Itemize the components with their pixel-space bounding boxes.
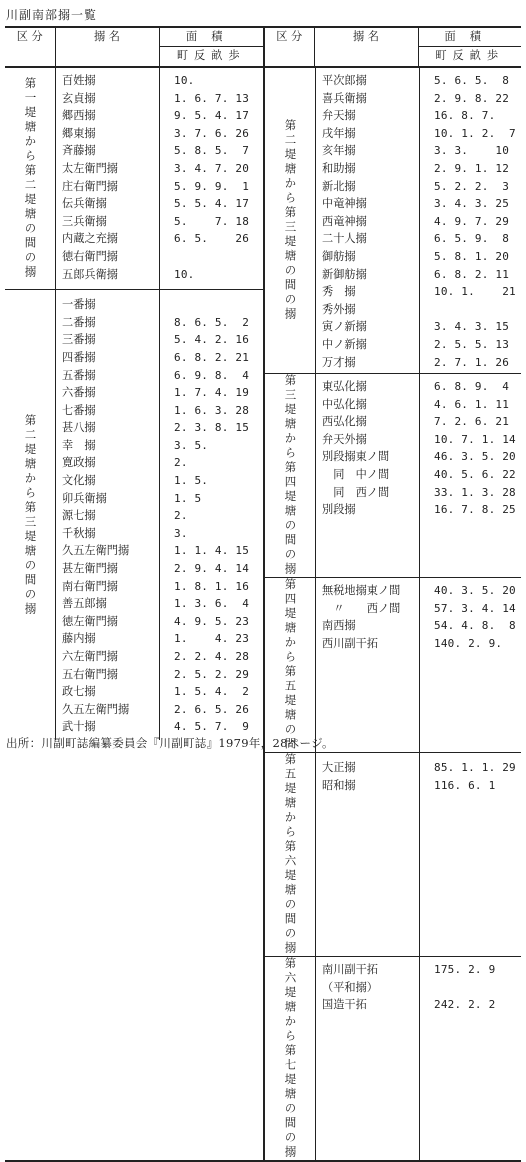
section-group [265, 577, 521, 752]
reclamation-name: 中ノ新搦 [322, 337, 367, 351]
reclamation-area: 57. 3. 4. 14 [434, 601, 516, 615]
reclamation-name: 弁天搦 [322, 109, 356, 123]
section-label [265, 957, 315, 1160]
reclamation-name: 玄貞搦 [62, 91, 96, 105]
table-header-row [5, 27, 521, 67]
reclamation-area: 3. 5. [174, 438, 209, 452]
reclamation-area: 40. 3. 5. 20 [434, 584, 516, 598]
reclamation-name: 中竜神搦 [322, 197, 367, 211]
name-column [315, 68, 419, 373]
reclamation-name: 七番搦 [62, 403, 96, 417]
reclamation-area: 2. 7. 1. 26 [434, 355, 510, 369]
reclamation-name: 同 中ノ間 [322, 468, 390, 482]
reclamation-area: 6. 8. 2. 21 [174, 350, 250, 364]
reclamation-name: 西川副干拓 [322, 636, 378, 650]
reclamation-name: 藤内搦 [62, 632, 96, 646]
section-label-text: 第四堤塘から第五堤塘の間 [283, 578, 298, 753]
reclamation-area: 1. 5 [174, 491, 202, 505]
reclamation-name: 南川副干拓 [322, 963, 378, 977]
right-half [264, 67, 521, 1161]
area-column [419, 374, 521, 577]
reclamation-area: 242. 2. 2 [434, 998, 496, 1012]
reclamation-area: 6. 8. 2. 11 [434, 267, 510, 281]
reclamation-area: 4. 6. 1. 11 [434, 397, 510, 411]
reclamation-area: 3. 3. 10 [434, 144, 510, 158]
section-group [265, 373, 521, 577]
reclamation-area: 1. 1. 4. 15 [174, 544, 250, 558]
header-name-right: 搦 名 [314, 27, 418, 67]
reclamation-area: 16. 7. 8. 25 [434, 503, 516, 517]
reclamation-area: 6. 8. 9. 4 [434, 380, 510, 394]
reclamation-name: 百姓搦 [62, 74, 96, 87]
reclamation-name: 秀 搦 [322, 285, 356, 299]
reclamation-name: 徳左衛門搦 [62, 614, 118, 628]
reclamation-area: 2. 5. 2. 29 [174, 667, 250, 681]
reclamation-area: 2. [174, 509, 188, 523]
reclamation-name: 御舫搦 [322, 249, 356, 263]
reclamation-area: 33. 1. 3. 28 [434, 485, 516, 499]
reclamation-area: 5. 4. 2. 16 [174, 333, 250, 347]
reclamation-name: 大正搦 [322, 761, 356, 775]
reclamation-area: 54. 4. 8. 8 [434, 619, 516, 633]
reclamation-area: 10. 7. 1. 14 [434, 432, 516, 446]
reclamation-name: 秀外搦 [322, 302, 356, 316]
left-half [5, 67, 264, 1161]
section-group [265, 752, 521, 956]
section-label-text: 第六堤塘から第七堤塘の間の搦 [283, 957, 298, 1161]
reclamation-area: 5. 8. 5. 7 [174, 144, 250, 158]
reclamation-name: 新御舫搦 [322, 267, 367, 281]
reclamation-area: 5. 6. 5. 8 [434, 74, 510, 87]
section-label-text: 第二堤塘から第三堤塘の間の搦 [283, 119, 298, 323]
reclamation-name: 戌年搦 [322, 126, 356, 140]
reclamation-name: 寅ノ新搦 [322, 320, 367, 334]
reclamation-name: 二十人搦 [322, 232, 367, 246]
reclamation-name: 寛政搦 [62, 456, 96, 470]
reclamation-name: 喜兵衛搦 [322, 91, 367, 105]
reclamation-area: 4. 5. 7. 9 [174, 720, 250, 734]
reclamation-area: 1. 6. 3. 28 [174, 403, 250, 417]
area-column [419, 578, 521, 752]
section-group [265, 956, 521, 1160]
reclamation-area [160, 296, 263, 314]
area-column [419, 68, 521, 373]
reclamation-name: 卯兵衛搦 [62, 491, 107, 505]
section-label [5, 290, 55, 740]
header-units-label: 町反畝歩 [435, 49, 505, 62]
reclamation-name: 甚左衛門搦 [62, 562, 118, 576]
reclamation-area: 5. 7. 18 [174, 214, 250, 228]
reclamation-name: 六左衛門搦 [62, 650, 118, 663]
reclamation-name: 別段搦東ノ間 [322, 450, 390, 464]
reclamation-name: 同 西ノ間 [322, 485, 390, 499]
reclamation-area: 3. [174, 526, 188, 540]
reclamation-name: 斉藤搦 [62, 144, 96, 158]
reclamation-name: 〃 西ノ間 [322, 601, 401, 615]
reclamation-name: 文化搦 [62, 474, 96, 488]
reclamation-area: 10. [174, 74, 195, 87]
reclamation-area: 3. 7. 6. 26 [174, 126, 250, 140]
area-column [159, 290, 263, 740]
reclamation-table [5, 26, 521, 1162]
reclamation-area: 40. 5. 6. 22 [434, 468, 516, 482]
reclamation-name: 久五左衛門搦 [62, 702, 130, 716]
section-label-text: 第五堤塘から第六堤塘の間の搦 [283, 753, 298, 957]
header-units-label: 町反畝歩 [176, 49, 246, 62]
right-groups [265, 68, 521, 1160]
reclamation-name: 久五左衛門搦 [62, 544, 130, 558]
section-label [5, 68, 55, 289]
reclamation-area: 85. 1. 1. 29 [434, 761, 516, 775]
reclamation-area: 6. 9. 8. 4 [174, 368, 250, 382]
source-note: 出所：川副町誌編纂委員会『川副町誌』1979年，28ページ。 [6, 736, 334, 750]
reclamation-area: 5. 2. 2. 3 [434, 179, 510, 193]
reclamation-name: 南右衛門搦 [62, 579, 118, 593]
reclamation-name: 新北搦 [322, 179, 356, 193]
reclamation-area: 1. 8. 1. 16 [174, 579, 250, 593]
reclamation-name: 中弘化搦 [322, 397, 367, 411]
reclamation-area: 4. 9. 7. 29 [434, 214, 510, 228]
page-title: 川副南部搦一覧 [6, 8, 98, 22]
section-group [5, 289, 263, 740]
header-area-label: 面積 [419, 28, 522, 47]
reclamation-area: 3. 4. 3. 25 [434, 197, 510, 211]
reclamation-name: 万才搦 [322, 355, 356, 369]
reclamation-name: 一番搦 [62, 298, 96, 312]
reclamation-name: 二番搦 [62, 315, 96, 329]
header-section-left: 区 分 [5, 27, 55, 67]
name-column [315, 957, 419, 1160]
area-column [159, 68, 263, 289]
reclamation-area: 1. 7. 4. 19 [174, 386, 250, 400]
reclamation-area: 2. 6. 5. 26 [174, 702, 250, 716]
reclamation-name: 和助搦 [322, 161, 356, 175]
header-area-right [418, 27, 521, 67]
reclamation-name: 徳右衛門搦 [62, 249, 118, 263]
reclamation-area: 5. 8. 1. 20 [434, 249, 510, 263]
reclamation-name: 五番搦 [62, 368, 96, 382]
header-name-left: 搦 名 [55, 27, 159, 67]
reclamation-area: 1. 5. [174, 474, 209, 488]
reclamation-area: 10. 1. 21 [434, 285, 516, 299]
reclamation-name: 源七搦 [62, 509, 96, 523]
section-label [265, 753, 315, 956]
area-column [419, 753, 521, 956]
reclamation-area: 7. 2. 6. 21 [434, 415, 510, 429]
reclamation-name: 善五郎搦 [62, 597, 107, 611]
reclamation-area: 6. 5. 26 [174, 232, 250, 246]
reclamation-name: 郷西搦 [62, 109, 96, 123]
reclamation-area: 9. 5. 4. 17 [174, 109, 250, 123]
reclamation-area: 2. [174, 456, 188, 470]
reclamation-area: 3. 4. 7. 20 [174, 161, 250, 175]
reclamation-name: 幸 搦 [62, 438, 96, 452]
section-label-text: 第一堤塘から第二堤塘の間の搦 [23, 77, 38, 281]
reclamation-area: 1. 6. 7. 13 [174, 91, 250, 105]
reclamation-name: 別段搦 [322, 503, 356, 517]
reclamation-name: 庄右衛門搦 [62, 179, 118, 193]
reclamation-name: 昭和搦 [322, 778, 356, 792]
reclamation-name: 六番搦 [62, 386, 96, 400]
reclamation-area: 3. 4. 3. 15 [434, 320, 510, 334]
reclamation-name: 平次郎搦 [322, 74, 367, 87]
reclamation-area: 116. 6. 1 [434, 778, 496, 792]
reclamation-area [420, 301, 521, 319]
reclamation-area: 1. 3. 6. 4 [174, 597, 250, 611]
reclamation-name: 無税地搦東ノ間 [322, 584, 401, 598]
reclamation-area: 5. 5. 4. 17 [174, 197, 250, 211]
reclamation-name: （平和搦） [322, 980, 378, 994]
section-label [265, 374, 315, 577]
section-label [265, 578, 315, 752]
reclamation-area: 4. 9. 5. 23 [174, 614, 250, 628]
reclamation-area: 10. [174, 267, 195, 281]
reclamation-area: 2. 9. 1. 12 [434, 161, 510, 175]
reclamation-name: 伝兵衛搦 [62, 197, 107, 211]
reclamation-area: 2. 2. 4. 28 [174, 650, 250, 663]
reclamation-name: 東弘化搦 [322, 380, 367, 394]
header-section-right: 区 分 [264, 27, 314, 67]
name-column [55, 68, 159, 289]
reclamation-area: 16. 8. 7. [434, 109, 496, 123]
section-label [265, 68, 315, 373]
reclamation-area: 175. 2. 9 [434, 963, 496, 977]
name-column [315, 374, 419, 577]
reclamation-area: 2. 3. 8. 15 [174, 421, 250, 435]
reclamation-name: 弁天外搦 [322, 432, 367, 446]
reclamation-area: 1. 4. 23 [174, 632, 250, 646]
reclamation-name: 亥年搦 [322, 144, 356, 158]
reclamation-name: 西竜神搦 [322, 214, 367, 228]
left-groups [5, 68, 263, 740]
reclamation-name: 南西搦 [322, 619, 356, 633]
reclamation-area: 8. 6. 5. 2 [174, 315, 250, 329]
area-column [419, 957, 521, 1160]
reclamation-name: 甚八搦 [62, 421, 96, 435]
name-column [315, 753, 419, 956]
reclamation-name: 国造干拓 [322, 998, 367, 1012]
reclamation-area: 6. 5. 9. 8 [434, 232, 510, 246]
reclamation-area: 2. 9. 8. 22 [434, 91, 510, 105]
reclamation-area: 10. 1. 2. 7 [434, 126, 516, 140]
section-group [265, 68, 521, 373]
reclamation-area [420, 979, 521, 997]
reclamation-area: 1. 5. 4. 2 [174, 685, 250, 699]
reclamation-name: 三番搦 [62, 333, 96, 347]
reclamation-name: 政七搦 [62, 685, 96, 699]
section-group [5, 68, 263, 289]
reclamation-name: 五右衛門搦 [62, 667, 118, 681]
reclamation-area: 2. 5. 5. 13 [434, 337, 510, 351]
reclamation-name: 武十搦 [62, 720, 96, 734]
section-label-text: 第二堤塘から第三堤塘の間の搦 [23, 413, 38, 617]
reclamation-name: 四番搦 [62, 350, 96, 364]
reclamation-name: 内蔵之充搦 [62, 232, 118, 246]
name-column [315, 578, 419, 752]
reclamation-name: 西弘化搦 [322, 415, 367, 429]
reclamation-area: 5. 9. 9. 1 [174, 179, 250, 193]
header-area-left [159, 27, 264, 67]
reclamation-name: 千秋搦 [62, 526, 96, 540]
name-column [55, 290, 159, 740]
reclamation-area: 140. 2. 9. [434, 636, 503, 650]
reclamation-area: 2. 9. 4. 14 [174, 562, 250, 576]
section-label-text: 第三堤塘から第四堤塘の間の搦 [283, 374, 298, 578]
reclamation-area [160, 248, 263, 266]
header-area-label: 面積 [160, 28, 264, 47]
reclamation-name: 郷東搦 [62, 126, 96, 140]
reclamation-name: 太左衛門搦 [62, 161, 118, 175]
table-body-row [5, 67, 521, 1161]
reclamation-name: 三兵衛搦 [62, 214, 107, 228]
reclamation-name: 五郎兵衛搦 [62, 267, 118, 281]
reclamation-area: 46. 3. 5. 20 [434, 450, 516, 464]
